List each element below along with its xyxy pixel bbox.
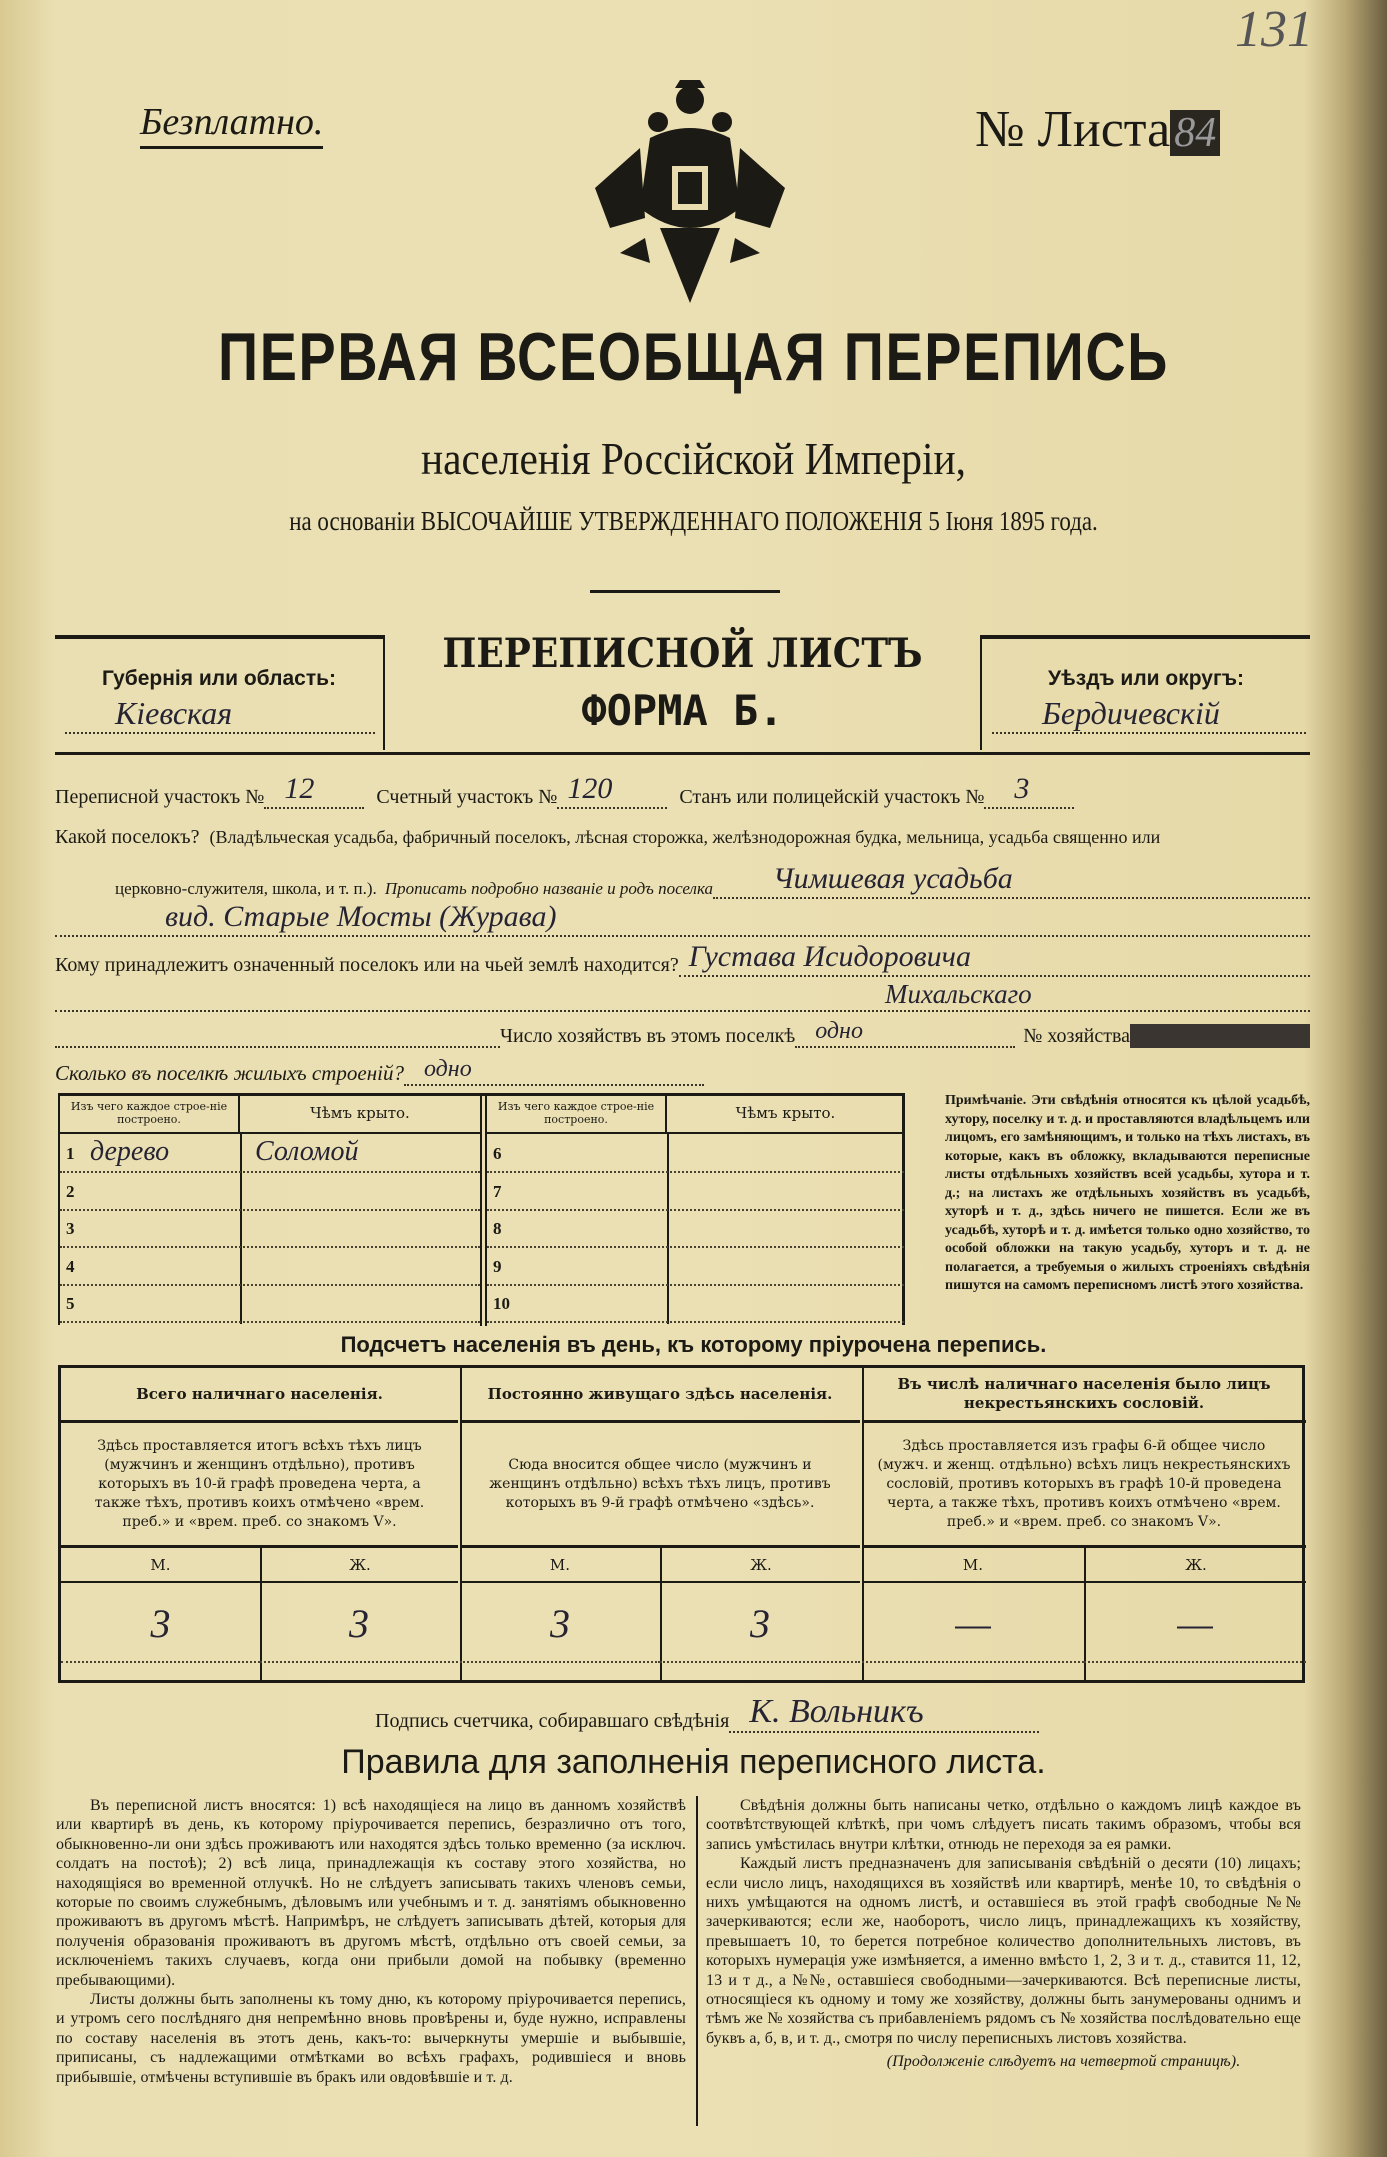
female-label: Ж. <box>660 1548 860 1583</box>
rules-left-column <box>56 1796 686 2087</box>
settlement-value-1[interactable]: Чимшевая усадьба <box>713 862 1310 899</box>
census-area-value[interactable]: 12 <box>264 772 364 809</box>
district-value[interactable]: Бердичевскій <box>992 695 1306 734</box>
note <box>945 1092 1310 1296</box>
free-label: Безплатно. <box>140 100 323 149</box>
census-area-label: Переписной участокъ № <box>55 785 265 808</box>
settlement-instruction: Прописать подробно названіе и родъ поселка <box>384 878 713 898</box>
row-number: 8 <box>493 1219 502 1238</box>
rules-paragraph: Свѣдѣнія должны быть написаны четко, отдѣльно о каждомъ лицѣ каждое въ соотвѣтствующей клѣткѣ, при чомъ слѣдуетъ писать такимъ образомъ, чтобы вся запись умѣстилась внутри клѣтки, отнюдь не переходя за ея рамки. <box>706 1797 1301 1853</box>
sheet-number-value: 84 <box>1170 110 1220 156</box>
household-no-label: № хозяйства <box>1023 1024 1131 1047</box>
male-count[interactable]: — <box>862 1583 1084 1663</box>
district-box <box>980 635 1310 750</box>
form-subtitle: ФОРМА Б. <box>581 686 784 735</box>
settlement-value-2[interactable]: вид. Старые Мосты (Журава) <box>55 900 1310 937</box>
signature-row <box>375 1692 1039 1733</box>
blank-line <box>55 1046 500 1048</box>
row-number: 9 <box>493 1256 502 1276</box>
police-area-value[interactable]: 3 <box>984 772 1074 809</box>
sheet-number-label: № Листа <box>975 101 1171 158</box>
area-fields-row <box>55 772 1074 809</box>
rules-right-column <box>706 1796 1301 2072</box>
table-row <box>60 1136 480 1173</box>
rules-continued-note: (Продолженіе слѣдуетъ на четвертой страницѣ). <box>886 2053 1241 2071</box>
table-row <box>487 1286 904 1323</box>
buildings-table <box>58 1093 905 1325</box>
imperial-eagle-emblem <box>590 78 790 308</box>
male-label: М. <box>460 1548 660 1583</box>
population-heading: Подсчетъ населенія въ день, къ которому пріурочена перепись. <box>340 1332 1047 1357</box>
settlement-label: Какой поселокъ? <box>55 826 200 848</box>
row-number: 1 <box>66 1144 75 1163</box>
settlement-row <box>55 826 1160 849</box>
male-label: М. <box>862 1548 1084 1583</box>
owner-value-2[interactable]: Михальскаго <box>55 979 1310 1012</box>
column-header-roof: Чѣмъ крыто. <box>667 1096 904 1134</box>
count-area-value[interactable]: 120 <box>557 772 667 809</box>
table-row <box>60 1249 480 1286</box>
female-label: Ж. <box>260 1548 458 1583</box>
police-area-label: Станъ или полицейскій участокъ № <box>679 785 985 808</box>
table-row <box>487 1249 904 1286</box>
signature-value[interactable]: К. Вольникъ <box>729 1692 1039 1733</box>
column-header-material: Изъ чего каждое строе-ніе построено. <box>487 1096 667 1134</box>
rules-paragraph: Въ переписной листъ вносятся: 1) всѣ находящіеся на лицо въ данномъ хозяйствѣ или квартирѣ въ день, къ которому пріурочивается перепись, безразлично отъ того, обыкновенно-ли они здѣсь проживаютъ или находятся здѣсь только временно (за исключ. солдатъ на постоѣ); 2) всѣ лица, принадлежащія къ составу этого хозяйства, но находящіяся во временной отлучкѣ. Но не слѣдуетъ записывать такихъ членовъ семьи, которые по своимъ служебнымъ, дѣловымъ или учебнымъ и т. д. занятіямъ обыкновенно проживаютъ въ другомъ мѣстѣ. Напримѣръ, не слѣдуетъ записывать дѣтей, которыя для полученія образованія проживаютъ въ другомъ мѣстѣ, отдѣльно отъ своей семьи, за исключеніемъ такихъ случаевъ, когда они прибыли домой на побывку (временно пребывающими). <box>56 1797 686 1989</box>
column-divider <box>696 1796 698 2126</box>
table-row <box>60 1286 480 1323</box>
buildings-row <box>55 1056 704 1086</box>
column-header-material: Изъ чего каждое строе-ніе построено. <box>60 1096 240 1134</box>
province-box <box>55 635 385 750</box>
male-label: М. <box>61 1548 260 1583</box>
female-count[interactable]: — <box>1084 1583 1306 1663</box>
note-title: Примѣчаніе. <box>945 1093 1027 1108</box>
count-area-label: Счетный участокъ № <box>376 785 558 808</box>
table-row <box>487 1211 904 1248</box>
note-text: Эти свѣдѣнія относятся къ цѣлой усадьбѣ, хутору, поселку и т. д. и проставляются владѣльцемъ или лицомъ, его замѣняющимъ, и только на тѣхъ листахъ, въ которые, какъ въ обложку, вкладываются переписные листы отдѣльныхъ хозяйствъ всей усадьбы, хутора и т. д.; на листахъ же отдѣльныхъ хозяйствъ въ усадьбѣ, хуторѣ и т. д., здѣсь ничего не пишется. Если же въ усадьбѣ, хуторѣ и т. д. имѣется только одно хозяйство, то особой обложки на такую усадьбу, хуторъ и т. д. не полагается, а требуемыя о жилыхъ строеніяхъ свѣдѣнія пишутся на самомъ переписномъ листѣ этого хозяйства. <box>945 1093 1311 1293</box>
divider <box>590 590 780 593</box>
divider <box>55 752 1310 755</box>
legal-basis-text: ВЫСОЧАЙШЕ УТВЕРЖДЕННАГО ПОЛОЖЕНІЯ 5 Іюня 1895 года. <box>420 506 1098 536</box>
population-column-description: Здѣсь проставляется изъ графы 6-й общее число (мужч. и женщ. отдѣльно) всѣхъ лицъ некрестьянскихъ сословій, противъ которыхъ въ графѣ 10-й проведена черта, а также тѣхъ, противъ коихъ отмѣчено «врем. преб.» и «врем. преб. со знакомъ V». <box>862 1423 1306 1548</box>
settlement-hint: (Владѣльческая усадьба, фабричный поселокъ, лѣсная сторожка, желѣзнодорожная будка, мельница, усадьба священно или <box>209 827 1161 847</box>
row-number: 10 <box>493 1294 510 1313</box>
female-label: Ж. <box>1084 1548 1306 1583</box>
population-column-title: Всего наличнаго населенія. <box>61 1368 458 1423</box>
row-number: 3 <box>66 1219 75 1238</box>
population-column-title: Постоянно живущаго здѣсь населенія. <box>460 1368 860 1423</box>
table-row <box>60 1211 480 1248</box>
households-label: Число хозяйствъ въ этомъ поселкѣ <box>500 1024 796 1047</box>
table-row <box>487 1136 904 1173</box>
male-count[interactable]: 3 <box>460 1583 660 1663</box>
rules-paragraph: Каждый листъ предназначенъ для записыванія свѣдѣній о десяти (10) лицахъ; если число лицъ, находящихся въ хозяйствѣ или квартирѣ, менѣе 10, то свѣдѣнія о нихъ умѣщаются на одномъ листѣ, и оставшіеся въ этой графѣ свободные №№ зачеркиваются; если же, наоборотъ, число лицъ, принадлежащихъ къ хозяйству, превышаетъ 10, то берется потребное количество дополнительныхъ листовъ, въ которыхъ нумерація уже измѣняется, а именно вмѣсто 1, 2, 3 и т. д., ставится 11, 12, 13 и т д., а №№, оставшіеся свободными—зачеркиваются. Всѣ переписные листы, относящіеся къ одному и тому же хозяйству, должны быть занумерованы однимъ и тѣмъ же № хозяйства съ прибавленіемъ рядомъ съ № хозяйства послѣдовательно еще буквъ а, б, в, и т. д., смотря по числу переписныхъ листовъ хозяйства. <box>706 1855 1301 2047</box>
legal-basis-prefix: на основаніи <box>289 506 416 536</box>
rules-paragraph: Листы должны быть заполнены къ тому дню, къ которому пріурочивается перепись, и утромъ сего послѣдняго дня непремѣнно вновь провѣрены и, буде нужно, исправлены по составу населенія въ этотъ день, какъ-то: вычеркнуты умершіе и выбывшіе, приписаны, съ надлежащими отмѣтками во всѣхъ графахъ, родившіеся и вновь прибывшіе, отмѣчены вступившіе въ бракъ или овдовѣвшіе и т. д. <box>56 1991 686 2086</box>
settlement-hint-2: церковно-служителя, школа, и т. п.). <box>115 878 377 898</box>
row-number: 2 <box>66 1181 75 1201</box>
row-number: 5 <box>66 1294 75 1313</box>
households-value[interactable]: одно <box>795 1018 1015 1048</box>
table-row <box>487 1174 904 1211</box>
form-title: ПЕРЕПИСНОЙ ЛИСТЪ <box>442 630 923 677</box>
population-column-description: Сюда вносится общее число (мужчинъ и женщинъ отдѣльно) всѣхъ тѣхъ лицъ, противъ которыхъ въ 9-й графѣ отмѣчено «здѣсь». <box>460 1423 860 1548</box>
owner-row <box>55 940 1310 977</box>
population-table <box>58 1365 1305 1683</box>
population-column-description: Здѣсь проставляется итогъ всѣхъ тѣхъ лицъ (мужчинъ и женщинъ отдѣльно), противъ которыхъ въ 10-й графѣ проведена черта, а также тѣхъ, противъ коихъ отмѣчено «врем. преб.» и «врем. преб. со знакомъ V». <box>61 1423 458 1548</box>
buildings-label: Сколько въ поселкѣ жилыхъ строеній? <box>55 1060 404 1085</box>
table-double-divider <box>480 1096 487 1326</box>
population-column-title: Въ числѣ наличнаго населенія было лицъ некрестьянскихъ сословій. <box>862 1368 1306 1423</box>
male-count[interactable]: 3 <box>61 1583 260 1663</box>
legal-basis <box>104 506 1283 537</box>
province-value[interactable]: Кіевская <box>65 695 375 734</box>
province-label: Губернія или область: <box>101 667 337 690</box>
female-count[interactable]: 3 <box>260 1583 458 1663</box>
buildings-value[interactable]: одно <box>404 1056 704 1086</box>
table-row <box>60 1174 480 1211</box>
column-header-roof: Чѣмъ крыто. <box>240 1096 480 1134</box>
building-roof[interactable]: Соломой <box>255 1136 359 1167</box>
settlement-row-2 <box>115 862 1310 899</box>
row-number: 4 <box>66 1256 75 1276</box>
owner-label: Кому принадлежитъ означенный поселокъ или на чьей землѣ находится? <box>55 953 679 976</box>
row-number: 6 <box>493 1144 502 1163</box>
female-count[interactable]: 3 <box>660 1583 860 1663</box>
page-title: ПЕРВАЯ ВСЕОБЩАЯ ПЕРЕПИСЬ <box>217 319 1170 395</box>
archive-page-number: 131 <box>1235 1 1313 58</box>
household-no-value[interactable] <box>1130 1024 1310 1048</box>
signature-label: Подпись счетчика, собиравшаго свѣдѣнія <box>375 1710 730 1733</box>
page-subtitle: населенія Россійской Имперіи, <box>421 433 966 484</box>
owner-value-1[interactable]: Густава Исидоровича <box>679 940 1310 977</box>
rules-title: Правила для заполненія переписного листа. <box>341 1743 1046 1781</box>
sheet-number <box>975 100 1220 159</box>
row-number: 7 <box>493 1181 502 1201</box>
district-label: Уѣздъ или округъ: <box>1047 667 1245 690</box>
households-row <box>55 1018 1310 1048</box>
building-material[interactable]: дерево <box>90 1136 170 1167</box>
